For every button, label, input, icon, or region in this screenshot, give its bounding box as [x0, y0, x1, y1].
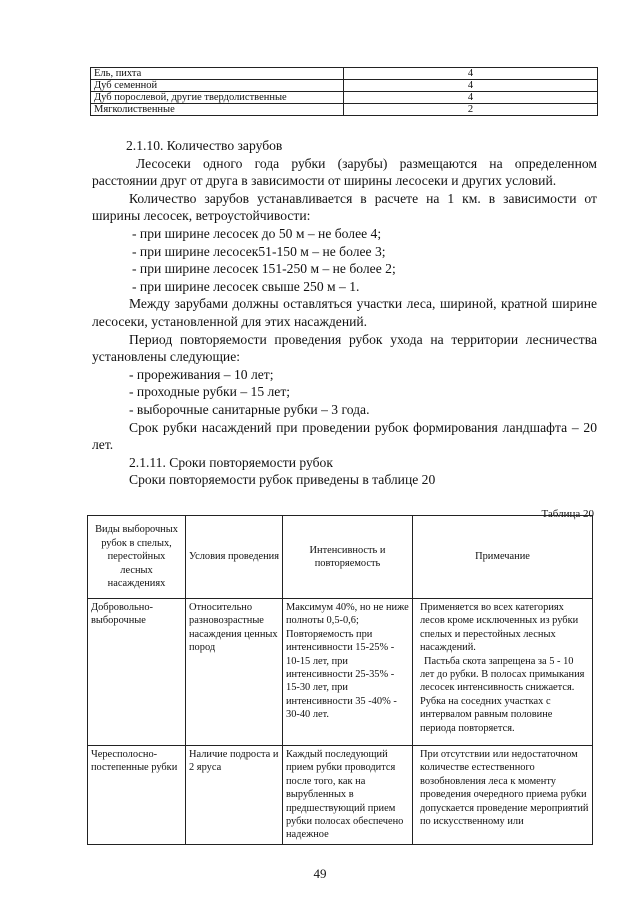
- table-cell: Наличие подроста и 2 яруса: [186, 746, 283, 845]
- table-row: [91, 80, 598, 92]
- list-item: - при ширине лесосек до 50 м – не более 4;: [132, 225, 382, 241]
- table-cell: [413, 599, 593, 746]
- paragraph: Срок рубки насаждений при проведении рубок формирования ландшафта – 20 лет.: [92, 419, 597, 453]
- column-header: Условия проведения: [186, 516, 283, 599]
- table-caption: Таблица 20: [541, 508, 594, 520]
- species-cell: Дуб семенной: [91, 80, 344, 92]
- list-item: - при ширине лесосек 151-250 м – не более 2;: [132, 261, 396, 277]
- table-cell: Добровольно-выборочные: [88, 599, 186, 746]
- table-cell: При отсутствии или недостаточном количестве естественного возобновления леса к моменту проведения очередного приема рубки допускается проведение мероприятий по искусственному или: [413, 746, 593, 845]
- paragraph: Лесосеки одного года рубки (зарубы) размещаются на определенном расстоянии друг от друга в зависимости от ширины лесосеки и других условий.: [92, 155, 597, 189]
- table-row: [91, 104, 598, 116]
- species-cell: Ель, пихта: [91, 68, 344, 80]
- table-row: [91, 68, 598, 80]
- paragraph: Сроки повторяемости рубок приведены в таблице 20: [129, 472, 436, 488]
- note-text: Применяется во всех категориях лесов кроме исключенных из рубки спелых и перестойных лесных насаждений.: [420, 602, 579, 654]
- table-header-row: [88, 516, 593, 599]
- column-header: Виды выборочных рубок в спелых, перестойных лесных насаждениях: [88, 516, 186, 599]
- species-cell: Мягколиственные: [91, 104, 344, 116]
- paragraph: Между зарубами должны оставляться участки леса, шириной, кратной ширине лесосеки, установленной для этих насаждений.: [92, 296, 597, 329]
- table-cell: Каждый последующий прием рубки проводится после того, как на вырубленных в предшествующий прием рубки полосах обеспечено надежное: [283, 746, 413, 845]
- list-item: - выборочные санитарные рубки – 3 года.: [129, 401, 370, 417]
- width-list: [92, 225, 597, 295]
- paragraph: Количество зарубов устанавливается в расчете на 1 км. в зависимости от ширины лесосек, ветроустойчивости:: [92, 190, 597, 224]
- column-header: Интенсивность и повторяемость: [283, 516, 413, 599]
- column-header: Примечание: [413, 516, 593, 599]
- section-heading-2-1-10: 2.1.10. Количество зарубов: [126, 138, 283, 153]
- table-cell: Чересполосно-постепенные рубки: [88, 746, 186, 845]
- logging-table: [87, 515, 593, 845]
- paragraph: Период повторяемости проведения рубок ухода на территории лесничества установлены следующие:: [92, 331, 597, 365]
- list-item: - при ширине лесосек свыше 250 м – 1.: [132, 278, 360, 294]
- value-cell: 4: [344, 80, 598, 92]
- note-text: Пастьба скота запрещена за 5 - 10 лет до рубки. В полосах примыкания лесосек интенсивность снижается. Рубка на соседних участках с интервалом равным половине периода повторяется.: [420, 655, 585, 734]
- table-row: [88, 746, 593, 845]
- value-cell: 4: [344, 68, 598, 80]
- value-cell: 4: [344, 92, 598, 104]
- list-item: - проходные рубки – 15 лет;: [129, 384, 291, 400]
- value-cell: 2: [344, 104, 598, 116]
- list-item: - прореживания – 10 лет;: [129, 366, 274, 382]
- table-cell: Максимум 40%, но не ниже полноты 0,5-0,6; Повторяемость при интенсивности 15-25% - 10-15 лет, при интенсивности 25-35% - 15-30 лет, при интенсивности 35 -40% - 30-40 лет.: [283, 599, 413, 746]
- table-cell: Относительно разновозрастные насаждения ценных пород: [186, 599, 283, 746]
- species-table: [90, 67, 598, 116]
- species-cell: Дуб порослевой, другие твердолиственные: [91, 92, 344, 104]
- section-heading-2-1-11: 2.1.11. Сроки повторяемости рубок: [129, 454, 333, 470]
- page-number: 49: [313, 866, 327, 881]
- period-list: [92, 366, 597, 419]
- table-row: [88, 599, 593, 746]
- body-text: [92, 137, 597, 489]
- table-row: [91, 92, 598, 104]
- list-item: - при ширине лесосек51-150 м – не более 3;: [132, 243, 386, 259]
